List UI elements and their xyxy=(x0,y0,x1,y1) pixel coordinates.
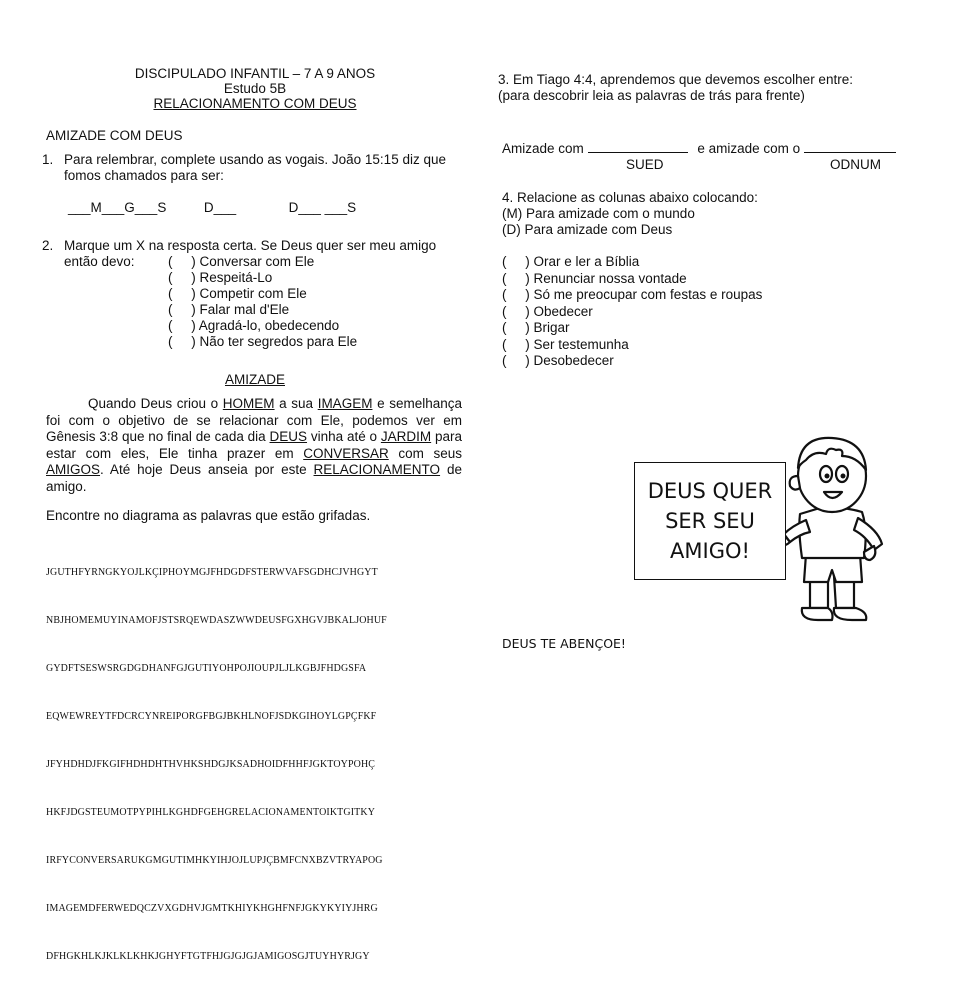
amizade-paragraph xyxy=(46,396,462,495)
option-item[interactable]: ( ) Competir com Ele xyxy=(168,286,307,301)
match-item[interactable]: ( ) Renunciar nossa vontade xyxy=(502,270,687,286)
sign-line: SER SEU xyxy=(665,509,755,533)
highlighted-word: JARDIM xyxy=(380,429,432,444)
word-search-instruction: Encontre no diagrama as palavras que estão grifadas. xyxy=(46,508,371,523)
friendship-with-label-2: e amizade com o xyxy=(697,141,801,156)
match-item[interactable]: ( ) Desobedecer xyxy=(502,353,614,368)
paragraph-text: de amigo. xyxy=(46,462,462,494)
grid-row: JFYHDHDJFKGIFHDHDHTHVHKSHDGJKSADHOIDFHHFJGKTOYPOHÇ xyxy=(46,758,376,770)
grid-row: IRFYCONVERSARUKGMGUTIMHKYIHJOJLUPJÇBMFCNXBZVTRYAPOG xyxy=(46,854,383,866)
reversed-word-2: ODNUM xyxy=(830,157,881,172)
match-item[interactable]: ( ) Obedecer xyxy=(502,303,593,319)
question-3-hint: (para descobrir leia as palavras de trás para frente) xyxy=(498,88,805,103)
highlighted-word: AMIGOS xyxy=(46,462,101,477)
cartoon-boy-illustration xyxy=(770,426,930,622)
question-1-text: Para relembrar, complete usando as vogais. João 15:15 diz que fomos chamados para ser: xyxy=(64,152,446,183)
question-1-number: 1. xyxy=(42,152,54,167)
answer-blank-1[interactable] xyxy=(588,140,688,153)
option-item[interactable]: ( ) Falar mal d'Ele xyxy=(168,302,290,317)
match-item[interactable]: ( ) Ser testemunha xyxy=(502,336,629,352)
highlighted-word: HOMEM xyxy=(222,396,275,411)
header-study: Estudo 5B xyxy=(223,81,287,96)
option-item[interactable]: ( ) Não ter segredos para Ele xyxy=(168,334,358,349)
question-4-title: 4. Relacione as colunas abaixo colocando: xyxy=(502,190,758,205)
question-3-text: 3. Em Tiago 4:4, aprendemos que devemos escolher entre: xyxy=(498,72,853,87)
grid-row: IMAGEMDFERWEDQCZVXGDHVJGMTKHIYKHGHFNFJGKYKYIYJHRG xyxy=(46,902,378,914)
question-3-answer-line xyxy=(502,140,922,157)
match-item[interactable]: ( ) Só me preocupar com festas e roupas xyxy=(502,287,763,302)
amizade-title: AMIZADE xyxy=(224,372,285,387)
question-2-options xyxy=(168,254,357,350)
question-3 xyxy=(498,72,918,104)
grid-row: EQWEWREYTFDCRCYNREIPORGFBGJBKHLNOFJSDKGIHOYLGPÇFKF xyxy=(46,710,377,722)
key-god: (D) Para amizade com Deus xyxy=(502,222,673,237)
option-item[interactable]: ( ) Conversar com Ele xyxy=(168,254,315,269)
sign-line: AMIGO! xyxy=(670,539,750,563)
paragraph-text: com seus xyxy=(388,445,463,461)
word-search-grid xyxy=(46,532,430,996)
answer-blank-2[interactable] xyxy=(804,140,896,153)
key-world: (M) Para amizade com o mundo xyxy=(502,206,695,221)
sign-line: DEUS QUER xyxy=(647,479,773,503)
grid-row: DFHGKHLKJKLKLKHKJGHYFTGTFHJGJGJGJAMIGOSGJTUYHYRJGY xyxy=(46,950,370,962)
question-4-items xyxy=(502,254,922,370)
question-1 xyxy=(42,152,462,216)
question-1-fill-blanks: ___M___G___S D___ D___ ___S xyxy=(68,200,357,215)
speech-sign xyxy=(634,462,786,580)
match-item[interactable]: ( ) Brigar xyxy=(502,320,570,335)
paragraph-text: . Até hoje Deus anseia por este xyxy=(100,462,314,477)
grid-row: NBJHOMEMUYINAMOFJSTSRQEWDASZWWDEUSFGXHGVJBKALJOHUF xyxy=(46,614,387,626)
grid-row: HKFJDGSTEUMOTPYPIHLKGHDFGEHGRELACIONAMENTOIKTGITKY xyxy=(46,806,376,818)
question-2-number: 2. xyxy=(42,238,54,253)
header-title: DISCIPULADO INFANTIL – 7 A 9 ANOS xyxy=(134,66,376,81)
match-item[interactable]: ( ) Orar e ler a Bíblia xyxy=(502,254,640,269)
highlighted-word: DEUS xyxy=(269,429,308,444)
highlighted-word: IMAGEM xyxy=(317,396,373,411)
blessing-text: DEUS TE ABENÇOE! xyxy=(502,636,626,651)
option-item[interactable]: ( ) Agradá-lo, obedecendo xyxy=(168,318,340,333)
option-item[interactable]: ( ) Respeitá-Lo xyxy=(168,270,273,285)
question-2-text-2: então devo: xyxy=(64,254,135,269)
grid-row: GYDFTSESWSRGDGDHANFGJGUTIYOHPOJIOUPJLJLKGBJFHDGSFA xyxy=(46,662,367,674)
question-4 xyxy=(502,190,922,238)
highlighted-word: RELACIONAMENTO xyxy=(313,462,441,477)
paragraph-text: e semelhança foi com o objetivo de se relacionar com Ele, podemos ver em Gênesis 3:8 que no final de cada dia xyxy=(46,396,462,444)
header-subject: RELACIONAMENTO COM DEUS xyxy=(153,96,357,111)
reversed-word-1: SUED xyxy=(626,157,664,172)
section-title: AMIZADE COM DEUS xyxy=(46,128,183,143)
question-2-text: Marque um X na resposta certa. Se Deus quer ser meu amigo xyxy=(64,238,437,253)
paragraph-text: vinha até o xyxy=(307,429,381,444)
friendship-with-label: Amizade com xyxy=(502,141,584,156)
paragraph-text: para estar com eles, Ele tinha prazer em xyxy=(46,429,462,461)
paragraph-text: a sua xyxy=(274,396,318,411)
left-column xyxy=(40,66,470,962)
highlighted-word: CONVERSAR xyxy=(303,445,389,461)
document-header xyxy=(40,66,470,111)
paragraph-text: Quando Deus criou o xyxy=(88,396,223,411)
question-2 xyxy=(42,238,462,349)
grid-row: JGUTHFYRNGKYOJLKÇIPHOYMGJFHDGDFSTERWVAFSGDHCJVHGYT xyxy=(46,566,378,578)
